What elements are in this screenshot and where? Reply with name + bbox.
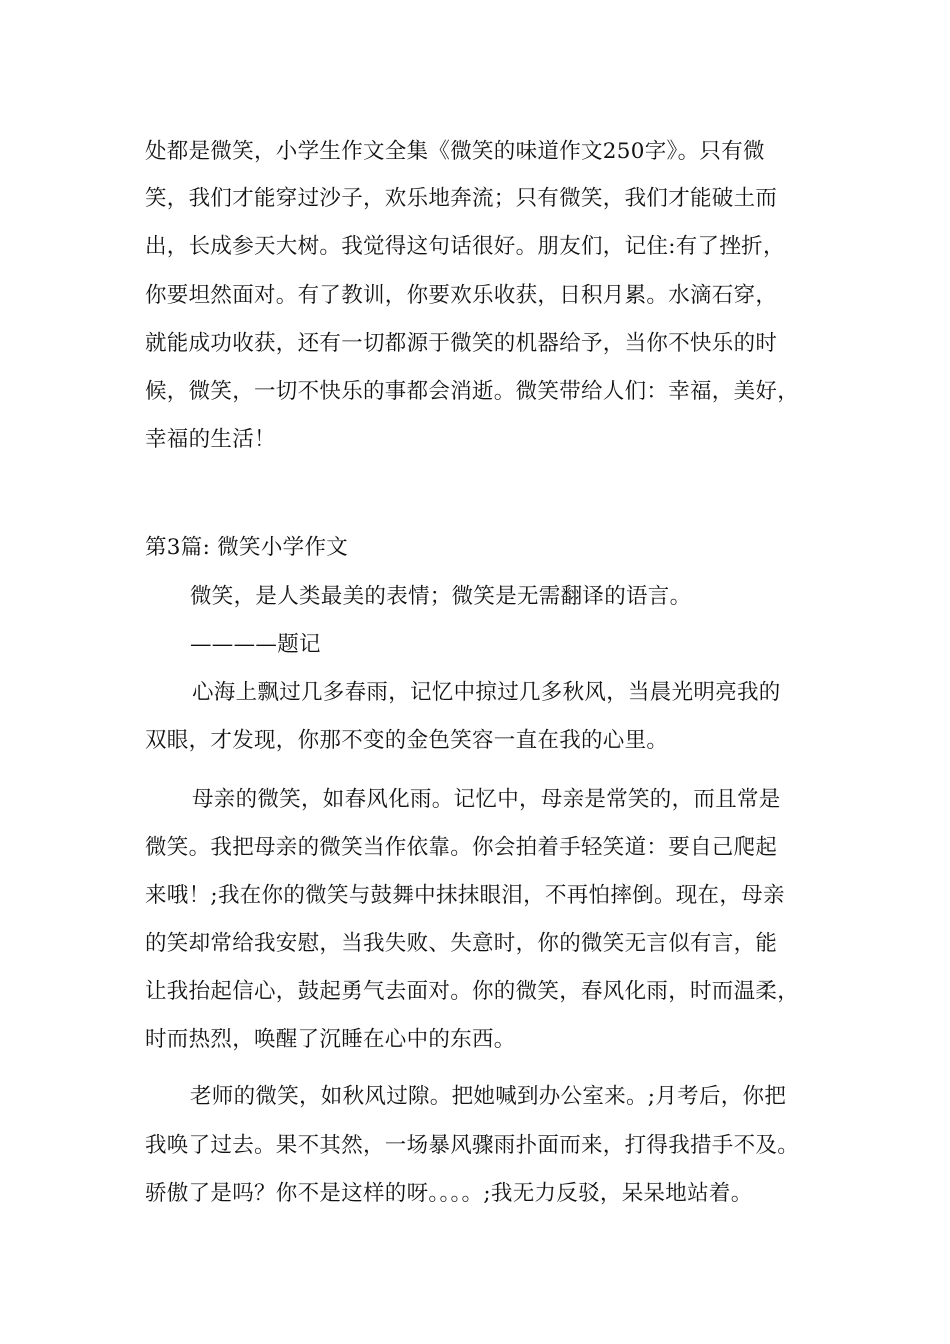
- text-line: 我唤了过去。果不其然，一场暴风骤雨扑面而来，打得我措手不及。: [145, 1133, 800, 1158]
- text-line: 处都是微笑，小学生作文全集《微笑的味道作文250字》。只有微: [145, 139, 765, 164]
- text-line: 让我抬起信心，鼓起勇气去面对。你的微笑，春风化雨，时而温柔，: [145, 979, 800, 1004]
- text-line: 出，长成参天大树。我觉得这句话很好。朋友们，记住:有了挫折，: [145, 234, 785, 259]
- epigraph: 微笑，是人类最美的表情；微笑是无需翻译的语言。: [190, 584, 692, 609]
- text-line: 来哦！;我在你的微笑与鼓舞中抹抹眼泪，不再怕摔倒。现在，母亲: [145, 883, 785, 908]
- text-line: 幸福的生活！: [145, 427, 276, 452]
- text-line: 母亲的微笑，如春风化雨。记忆中，母亲是常笑的，而且常是: [192, 787, 781, 812]
- text-line: 笑，我们才能穿过沙子，欢乐地奔流；只有微笑，我们才能破土而: [145, 186, 778, 211]
- text-line: 你要坦然面对。有了教训，你要欢乐收获，日积月累。水滴石穿，: [145, 283, 778, 308]
- text-line: 时而热烈，唤醒了沉睡在心中的东西。: [145, 1027, 516, 1052]
- text-line: 候，微笑，一切不快乐的事都会消逝。微笑带给人们：幸福，美好，: [145, 379, 800, 404]
- epigraph-attribution: ————题记: [190, 632, 321, 657]
- text-line: 就能成功收获，还有一切都源于微笑的机器给予，当你不快乐的时: [145, 331, 778, 356]
- text-line: 骄傲了是吗？你不是这样的呀。。。。;我无力反驳，呆呆地站着。: [145, 1181, 753, 1206]
- text-line: 的笑却常给我安慰，当我失败、失意时，你的微笑无言似有言，能: [145, 931, 778, 956]
- section-heading: 第3篇: 微笑小学作文: [145, 535, 349, 560]
- text-line: 老师的微笑，如秋风过隙。把她喊到办公室来。;月考后，你把: [190, 1084, 787, 1109]
- text-line: 微笑。我把母亲的微笑当作依靠。你会拍着手轻笑道：要自己爬起: [145, 835, 778, 860]
- text-line: 心海上飘过几多春雨，记忆中掠过几多秋风，当晨光明亮我的: [192, 680, 781, 705]
- text-line: 双眼，才发现，你那不变的金色笑容一直在我的心里。: [145, 728, 669, 753]
